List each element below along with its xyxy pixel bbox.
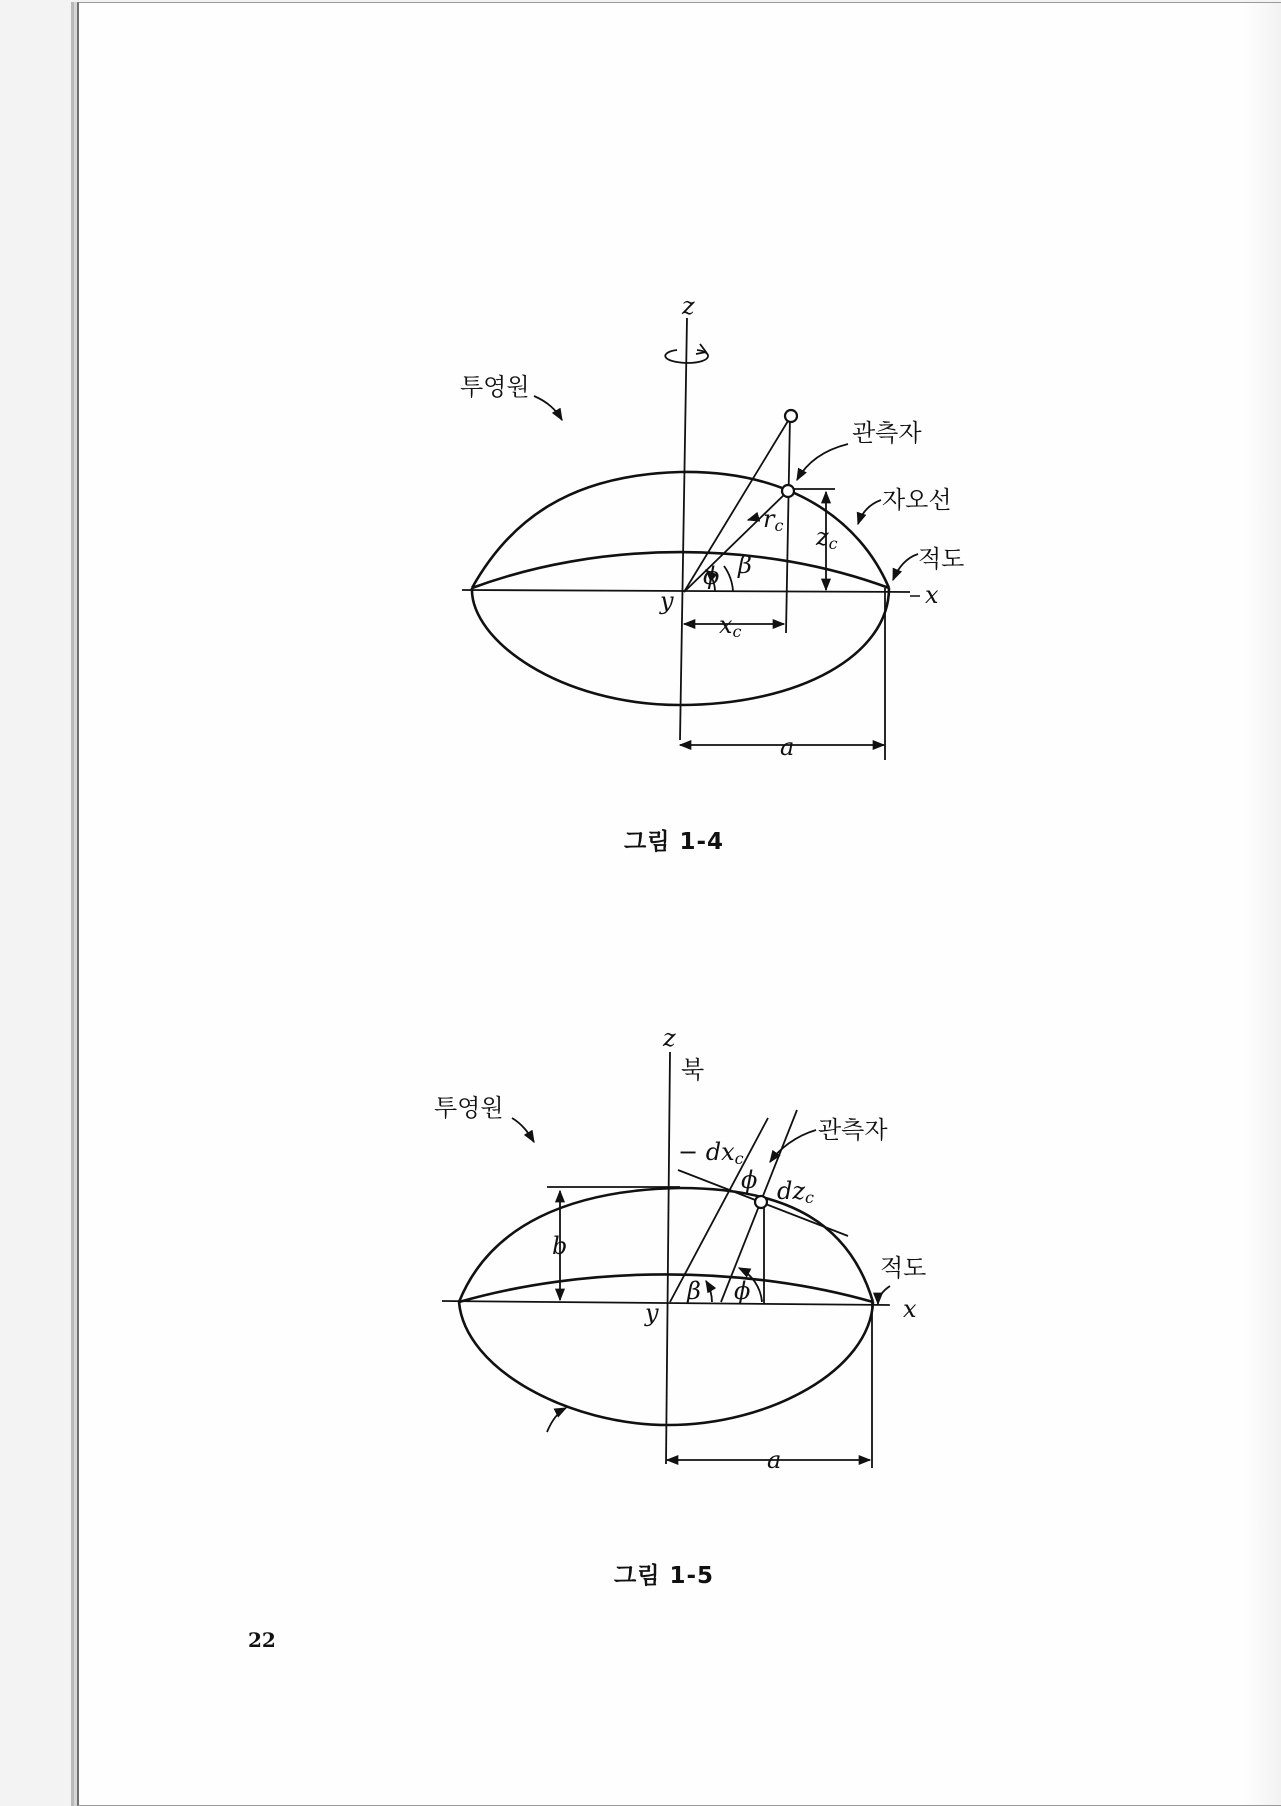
b-label: b — [552, 1232, 568, 1260]
a-label: a — [767, 1446, 782, 1474]
leader-observer — [770, 1130, 816, 1162]
leader-ellipse-section — [547, 1408, 566, 1432]
xc-label: xc — [719, 611, 742, 641]
y-axis-label: y — [660, 587, 674, 615]
phi-bottom-label: ϕ — [734, 1277, 751, 1305]
observer-label: 관측자 — [852, 419, 922, 447]
north-label: 북 — [681, 1056, 705, 1084]
x-axis-label: x — [903, 1295, 917, 1323]
x-axis-label: x — [925, 581, 939, 609]
phi-label: ϕ — [703, 562, 720, 590]
y-axis-label: y — [645, 1299, 659, 1327]
figure-1-4-caption: 그림 1-4 — [624, 829, 724, 855]
leader-projection-circle — [512, 1118, 534, 1142]
leader-equator — [878, 1286, 890, 1304]
observer-label: 관측자 — [818, 1116, 888, 1144]
dzc-label: dzc — [777, 1177, 814, 1207]
z-axis-line — [666, 1052, 670, 1464]
rc-label: rc — [763, 505, 784, 535]
meridian-label: 자오선 — [882, 486, 952, 514]
phi-top-label: ϕ — [741, 1166, 758, 1194]
observer-point — [755, 1196, 767, 1208]
projection-circle-label: 투영원 — [434, 1094, 504, 1122]
neg-dxc-label: − dxc — [678, 1138, 744, 1168]
page-number: 22 — [248, 1628, 276, 1652]
beta-arc — [706, 1281, 712, 1302]
projection-circle-arc — [459, 1274, 873, 1302]
figure-1-5-caption: 그림 1-5 — [614, 1563, 714, 1589]
z-axis-label: z — [682, 292, 695, 320]
z-axis-label: z — [663, 1024, 676, 1052]
zc-label: zc — [816, 523, 838, 553]
x-axis-line — [442, 1301, 890, 1305]
beta-label: β — [687, 1277, 701, 1305]
beta-label: β — [738, 551, 752, 579]
a-label: a — [780, 733, 795, 761]
projection-circle-label: 투영원 — [460, 373, 530, 401]
equator-label: 적도 — [918, 545, 965, 573]
equator-label: 적도 — [880, 1254, 927, 1282]
